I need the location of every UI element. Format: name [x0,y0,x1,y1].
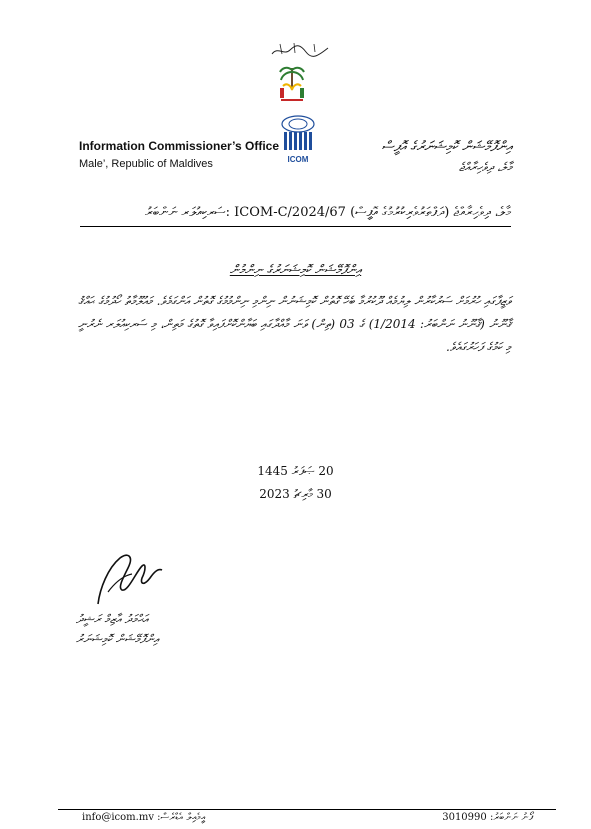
document-heading: އިންފޮމޭޝަން ކޮމިޝަނަރުގެ ނިންމުން [229,263,362,278]
office-name-english: Information Commissioner’s Office [79,139,280,153]
bismillah-calligraphy [270,40,330,60]
signatory-name: އަޙްމަދު އާޒިމް ރަޝީދު [76,612,148,626]
footer-email: info@icom.mv :އީމެއިލް އެޑްރެސް [82,812,206,823]
icom-logo [278,112,318,164]
icom-logo-graphic [278,112,318,164]
body-paragraph: ވަޒީފާގައި ހުރުމަށް ސަރުކާރުން ލިޔުމެއް ދޫކުރުމާ ބެހޭ ގޮތުން ކޮމިޝަނުން ނިންމި ނިންމުމުގެ ގޮތުން އަންގަމެވެ. މައުލޫމާތު ހޯދުމުގެ ޙައްޤު ޤާނޫނު (ޤާނޫނު ނަންބަރު: 1/2014) ގެ 03 (ތިން) ވަނަ މާއްދާގައި ބަޔާންކޮށްފައިވާ ގޮތުގެ މަތިން، މި ސަރކިއުލަރ ނެރުނީ މި ކަމުގެ ފަހަރުގައެވެ. [78,294,511,354]
office-city-dhivehi: މާލެ، ދިވެހިރާއްޖެ [458,160,512,174]
state-emblem [277,64,307,110]
office-city-english: Male’, Republic of Maldives [79,158,213,170]
reference-line [145,205,511,220]
footer-rule [58,809,556,810]
reference-number: ICOM-C/2024/67 [234,205,346,220]
footer-phone: ފޯނު ނަންބަރު: 3010990 [442,812,533,823]
signature [88,548,178,610]
office-name-dhivehi: އިންފޮމޭޝަން ކޮމިޝަނަރުގެ އޮފީސް [381,139,512,155]
body-text [78,290,511,359]
icom-logo-text: ICOM [287,155,309,164]
reference-label: ސަރކިއުލަރ ނަންބަރު: [145,205,231,220]
reference-suffix: (ދަފްތަރުވެރިކުރުމުގެ އޮފީސް) މާލެ، ދިވެހިރާއްޖެ [350,205,511,220]
reference-rule [80,226,511,227]
date-gregorian: 30 މާރިޗު 2023 [259,487,332,501]
signatory-title: އިންފޮމޭޝަން ކޮމިޝަނަރު [76,632,159,646]
date-hijri: 20 ޞަފަރު 1445 [257,464,334,478]
